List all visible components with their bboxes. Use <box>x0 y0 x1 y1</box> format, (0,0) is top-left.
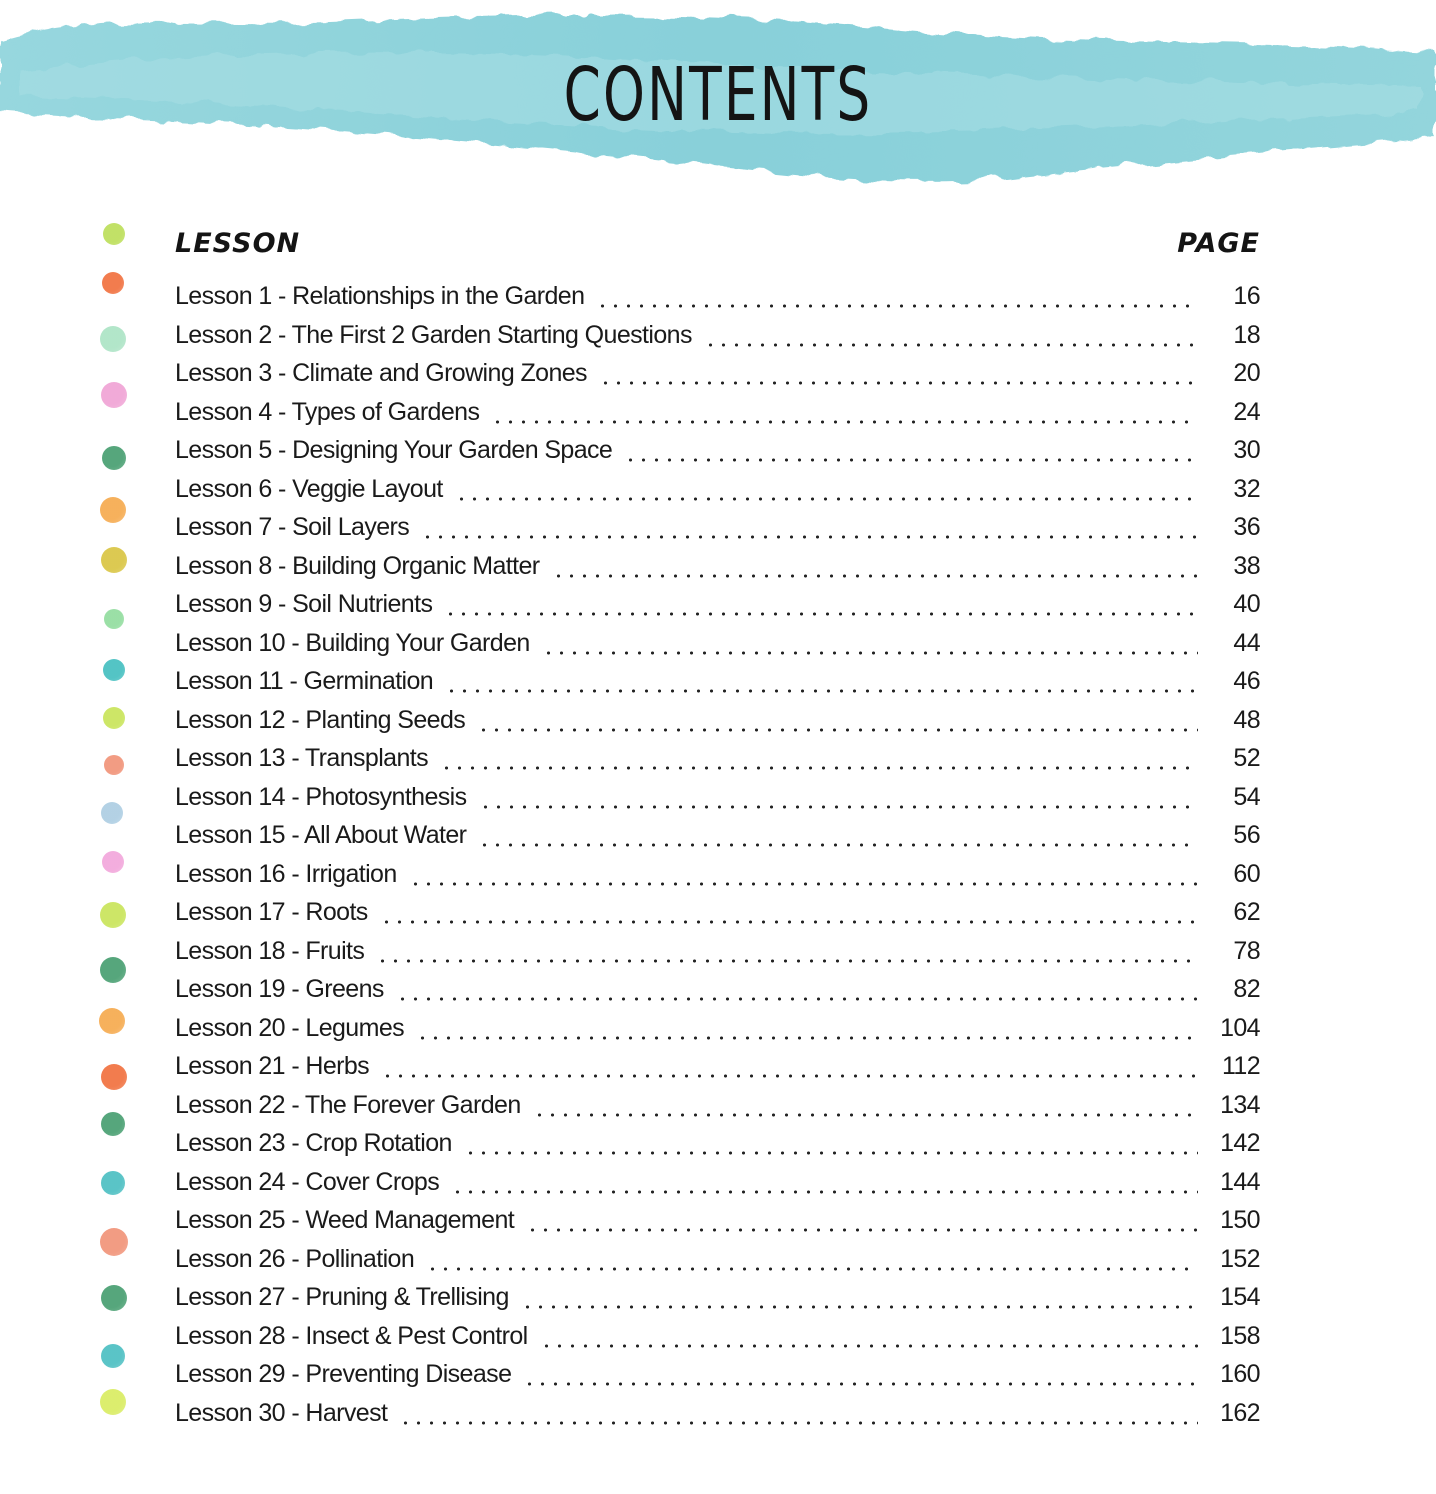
decorative-dot <box>101 547 127 573</box>
toc-entry <box>175 1356 1260 1392</box>
page-number: 40 <box>1233 590 1260 618</box>
lesson-title: Lesson 11 - Germination <box>175 667 434 695</box>
toc-entry <box>175 1164 1260 1200</box>
dot-leader <box>477 702 1198 738</box>
page-number: 78 <box>1233 936 1260 965</box>
dot-leader <box>704 317 1198 353</box>
page-number: 56 <box>1233 821 1260 849</box>
decorative-dot <box>100 326 126 352</box>
page-number: 30 <box>1233 436 1260 464</box>
toc-entry <box>175 894 1260 930</box>
toc-entry <box>175 1241 1260 1277</box>
toc-entry <box>175 1202 1260 1238</box>
toc-entry <box>175 1010 1260 1046</box>
page-number: 18 <box>1233 320 1260 349</box>
page-number: 36 <box>1233 513 1260 541</box>
lesson-title: Lesson 2 - The First 2 Garden Starting Questions <box>175 320 692 349</box>
lesson-title: Lesson 27 - Pruning & Trellising <box>175 1283 509 1311</box>
toc-entry <box>175 1125 1260 1161</box>
dot-leader <box>596 278 1198 314</box>
toc-entry <box>175 933 1260 969</box>
dot-leader <box>380 894 1198 930</box>
toc-entry <box>175 1048 1260 1084</box>
decorative-dot <box>101 1344 125 1368</box>
page-number: 154 <box>1220 1283 1260 1311</box>
toc-entry <box>175 509 1260 545</box>
dot-leader <box>542 625 1198 661</box>
decorative-dot <box>103 223 125 245</box>
toc-entry <box>175 779 1260 815</box>
dot-leader <box>491 394 1198 430</box>
page-number: 158 <box>1220 1321 1260 1350</box>
page-number: 160 <box>1220 1360 1260 1388</box>
lesson-title: Lesson 20 - Legumes <box>175 1013 405 1042</box>
page-column-header: PAGE <box>1177 228 1260 259</box>
decorative-dot <box>101 1112 125 1136</box>
lesson-column-header: LESSON <box>175 228 301 259</box>
toc-entry <box>175 740 1260 776</box>
lesson-title: Lesson 21 - Herbs <box>175 1052 370 1080</box>
dot-leader <box>599 355 1198 391</box>
decorative-dot <box>103 707 125 729</box>
decorative-dot <box>104 609 124 629</box>
dot-leader <box>523 1356 1198 1392</box>
decorative-dot <box>100 1389 126 1415</box>
lesson-title: Lesson 17 - Roots <box>175 898 368 926</box>
lesson-title: Lesson 13 - Transplants <box>175 744 429 772</box>
page-number: 152 <box>1220 1244 1260 1273</box>
decorative-dot <box>100 497 126 523</box>
dot-leader <box>396 971 1198 1007</box>
toc-entry <box>175 625 1260 661</box>
decorative-dot <box>101 1285 127 1311</box>
page-number: 20 <box>1233 359 1260 387</box>
toc-entry <box>175 548 1260 584</box>
page-number: 82 <box>1233 975 1260 1003</box>
toc-entry <box>175 1395 1260 1431</box>
page-number: 24 <box>1233 397 1260 426</box>
toc-entry <box>175 971 1260 1007</box>
page-number: 144 <box>1220 1167 1260 1196</box>
toc-entry <box>175 856 1260 892</box>
toc-entry <box>175 317 1260 353</box>
toc-entry <box>175 586 1260 622</box>
toc-entry <box>175 663 1260 699</box>
dot-leader <box>444 586 1198 622</box>
decorative-dot <box>102 446 126 470</box>
lesson-title: Lesson 15 - All About Water <box>175 821 467 849</box>
toc-entry <box>175 471 1260 507</box>
lesson-title: Lesson 9 - Soil Nutrients <box>175 590 433 618</box>
page-number: 60 <box>1233 859 1260 888</box>
page-title: CONTENTS <box>563 52 873 138</box>
lesson-title: Lesson 7 - Soil Layers <box>175 513 410 541</box>
decorative-dot <box>101 1171 125 1195</box>
dot-leader <box>540 1318 1198 1354</box>
page-number: 46 <box>1233 667 1260 695</box>
lesson-title: Lesson 16 - Irrigation <box>175 859 397 888</box>
decorative-dot <box>103 659 125 681</box>
dot-leader <box>455 471 1198 507</box>
dot-leader <box>445 663 1198 699</box>
toc-entry <box>175 817 1260 853</box>
dot-leader <box>464 1125 1198 1161</box>
decorative-dot <box>100 902 126 928</box>
dot-leader <box>421 509 1198 545</box>
lesson-title: Lesson 6 - Veggie Layout <box>175 474 443 503</box>
toc-entry <box>175 1279 1260 1315</box>
toc-entry <box>175 278 1260 314</box>
decorative-dot <box>101 1064 127 1090</box>
lesson-title: Lesson 29 - Preventing Disease <box>175 1360 512 1388</box>
lesson-title: Lesson 18 - Fruits <box>175 936 365 965</box>
lesson-title: Lesson 24 - Cover Crops <box>175 1167 440 1196</box>
page-number: 32 <box>1233 474 1260 503</box>
toc-entry <box>175 432 1260 468</box>
dot-leader <box>479 779 1198 815</box>
decorative-dot <box>99 1008 125 1034</box>
toc-entry <box>175 1087 1260 1123</box>
decorative-dot <box>101 382 127 408</box>
dot-leader <box>533 1087 1198 1123</box>
decorative-dot <box>100 957 126 983</box>
page-number: 134 <box>1220 1090 1260 1119</box>
decorative-dot <box>104 755 124 775</box>
lesson-title: Lesson 25 - Weed Management <box>175 1206 515 1234</box>
lesson-title: Lesson 30 - Harvest <box>175 1398 388 1427</box>
dot-leader <box>409 856 1198 892</box>
page-number: 62 <box>1233 898 1260 926</box>
lesson-title: Lesson 23 - Crop Rotation <box>175 1129 452 1157</box>
toc-entry <box>175 355 1260 391</box>
decorative-dot <box>102 851 124 873</box>
lesson-title: Lesson 8 - Building Organic Matter <box>175 551 540 580</box>
lesson-title: Lesson 28 - Insect & Pest Control <box>175 1321 528 1350</box>
dot-leader <box>526 1202 1198 1238</box>
decorative-dots <box>0 0 160 1494</box>
dot-leader <box>426 1241 1198 1277</box>
page-number: 104 <box>1220 1013 1260 1042</box>
lesson-title: Lesson 1 - Relationships in the Garden <box>175 282 585 310</box>
page-number: 48 <box>1233 705 1260 734</box>
page-number: 52 <box>1233 744 1260 772</box>
page-number: 142 <box>1220 1129 1260 1157</box>
page-number: 16 <box>1233 282 1260 310</box>
dot-leader <box>552 548 1198 584</box>
dot-leader <box>624 432 1198 468</box>
lesson-title: Lesson 3 - Climate and Growing Zones <box>175 359 587 387</box>
lesson-title: Lesson 14 - Photosynthesis <box>175 782 467 811</box>
dot-leader <box>399 1395 1198 1431</box>
dot-leader <box>376 933 1198 969</box>
dot-leader <box>478 817 1198 853</box>
lesson-title: Lesson 26 - Pollination <box>175 1244 415 1273</box>
dot-leader <box>440 740 1198 776</box>
page-number: 112 <box>1221 1052 1260 1080</box>
dot-leader <box>381 1048 1198 1084</box>
lesson-title: Lesson 19 - Greens <box>175 975 384 1003</box>
page-number: 150 <box>1220 1206 1260 1234</box>
decorative-dot <box>102 272 124 294</box>
lesson-title: Lesson 10 - Building Your Garden <box>175 628 530 657</box>
decorative-dot <box>100 1228 128 1256</box>
dot-leader <box>416 1010 1198 1046</box>
page-number: 44 <box>1233 628 1260 657</box>
lesson-title: Lesson 4 - Types of Gardens <box>175 397 480 426</box>
toc-entry <box>175 1318 1260 1354</box>
page-number: 162 <box>1220 1398 1260 1427</box>
dot-leader <box>451 1164 1198 1200</box>
page-number: 38 <box>1233 551 1260 580</box>
lesson-title: Lesson 22 - The Forever Garden <box>175 1090 521 1119</box>
toc-entry <box>175 394 1260 430</box>
lesson-title: Lesson 5 - Designing Your Garden Space <box>175 436 613 464</box>
page-number: 54 <box>1233 782 1260 811</box>
decorative-dot <box>101 802 123 824</box>
dot-leader <box>521 1279 1198 1315</box>
lesson-title: Lesson 12 - Planting Seeds <box>175 705 466 734</box>
toc-entry <box>175 702 1260 738</box>
